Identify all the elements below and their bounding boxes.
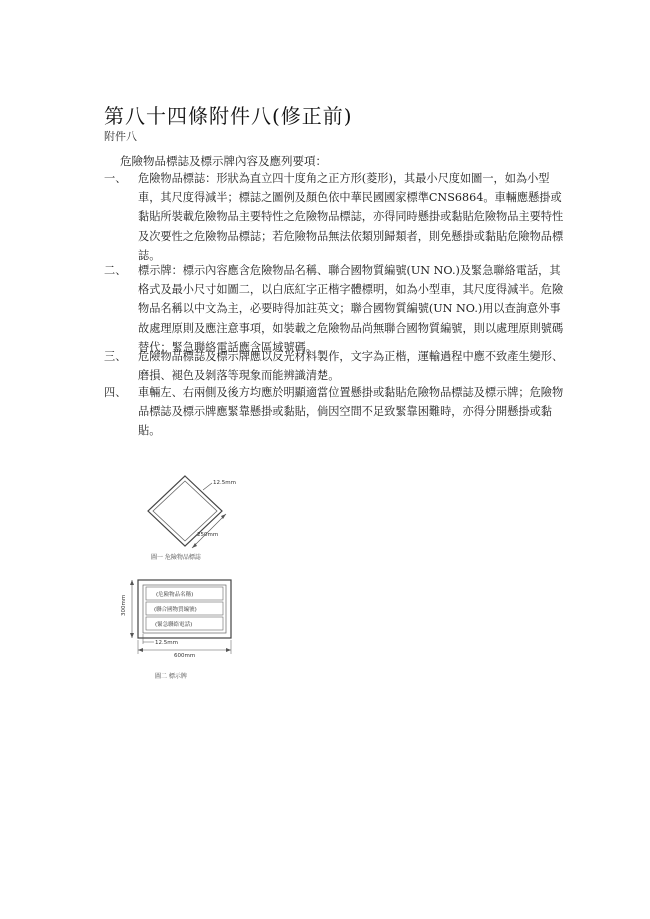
attachment-label: 附件八	[104, 130, 137, 143]
margin-dim-label: 12.5mm	[155, 640, 178, 646]
dim-inner-label: 12.5mm	[213, 480, 236, 486]
figure1-caption: 圖一 危險物品標誌	[151, 554, 201, 561]
list-item	[104, 383, 564, 441]
placard-row-name: (危險物品名稱)	[156, 592, 194, 598]
height-dim-label: 300mm	[121, 594, 127, 616]
item-number: 三、	[104, 350, 127, 363]
intro-text: 危險物品標誌及標示牌內容及應列要項：	[120, 154, 327, 168]
placard-row-phone: (緊急聯絡電話)	[155, 622, 193, 628]
item-text: 標示牌：標示內容應含危險物品名稱、聯合國物質編號(UN NO.)及緊急聯絡電話，其格式及最小尺寸如圖二，以白底紅字正楷字體標明，如為小型車，其尺度得減半。危險物品名稱以中文為主，必要時得加註英文；聯合國物質編號(UN NO.)用以查詢意外事故處理原則及應注意事項，如裝載之危險物品尚無聯合國物質編號，則以處理原則號碼替代；緊急聯絡電話應含區域號碼。	[138, 264, 564, 354]
figure-placard	[108, 574, 248, 686]
placard-row-un-no: (聯合國物質編號)	[154, 607, 197, 613]
dim-arrow	[192, 514, 226, 548]
list-item	[104, 169, 564, 265]
item-text: 危險物品標誌：形狀為直立四十度角之正方形(菱形)，其最小尺度如圖一，如為小型車，其尺度得減半；標誌之圖例及顏色依中華民國國家標準CNS6864。車輛應懸掛或黏貼所裝載危險物品主要特性之危險物品標誌，亦得同時懸掛或黏貼危險物品主要特性及次要性之危險物品標誌；若危險物品無法依類別歸類者，則免懸掛或黏貼危險物品標誌。	[138, 172, 564, 262]
item-number: 四、	[104, 386, 127, 399]
page-title: 第八十四條附件八(修正前)	[104, 104, 353, 128]
item-text: 危險物品標誌及標示牌應以反光材料製作，文字為正楷，運輸過程中應不致產生變形、磨損、褪色及剝落等現象而能辨識清楚。	[138, 350, 564, 383]
list-item	[104, 261, 564, 357]
item-number: 一、	[104, 172, 127, 185]
placard-diagram	[108, 574, 248, 686]
list-item	[104, 347, 564, 385]
dim-side-label: 250mm	[197, 532, 219, 538]
item-text: 車輛左、右兩側及後方均應於明顯適當位置懸掛或黏貼危險物品標誌及標示牌；危險物品標誌及標示牌應緊靠懸掛或黏貼，倘因空間不足致緊靠困難時，亦得分開懸掛或黏貼。	[138, 386, 564, 438]
item-number: 二、	[104, 264, 127, 277]
width-dim-label: 600mm	[174, 653, 196, 659]
figure2-caption: 圖二 標示牌	[155, 673, 187, 680]
